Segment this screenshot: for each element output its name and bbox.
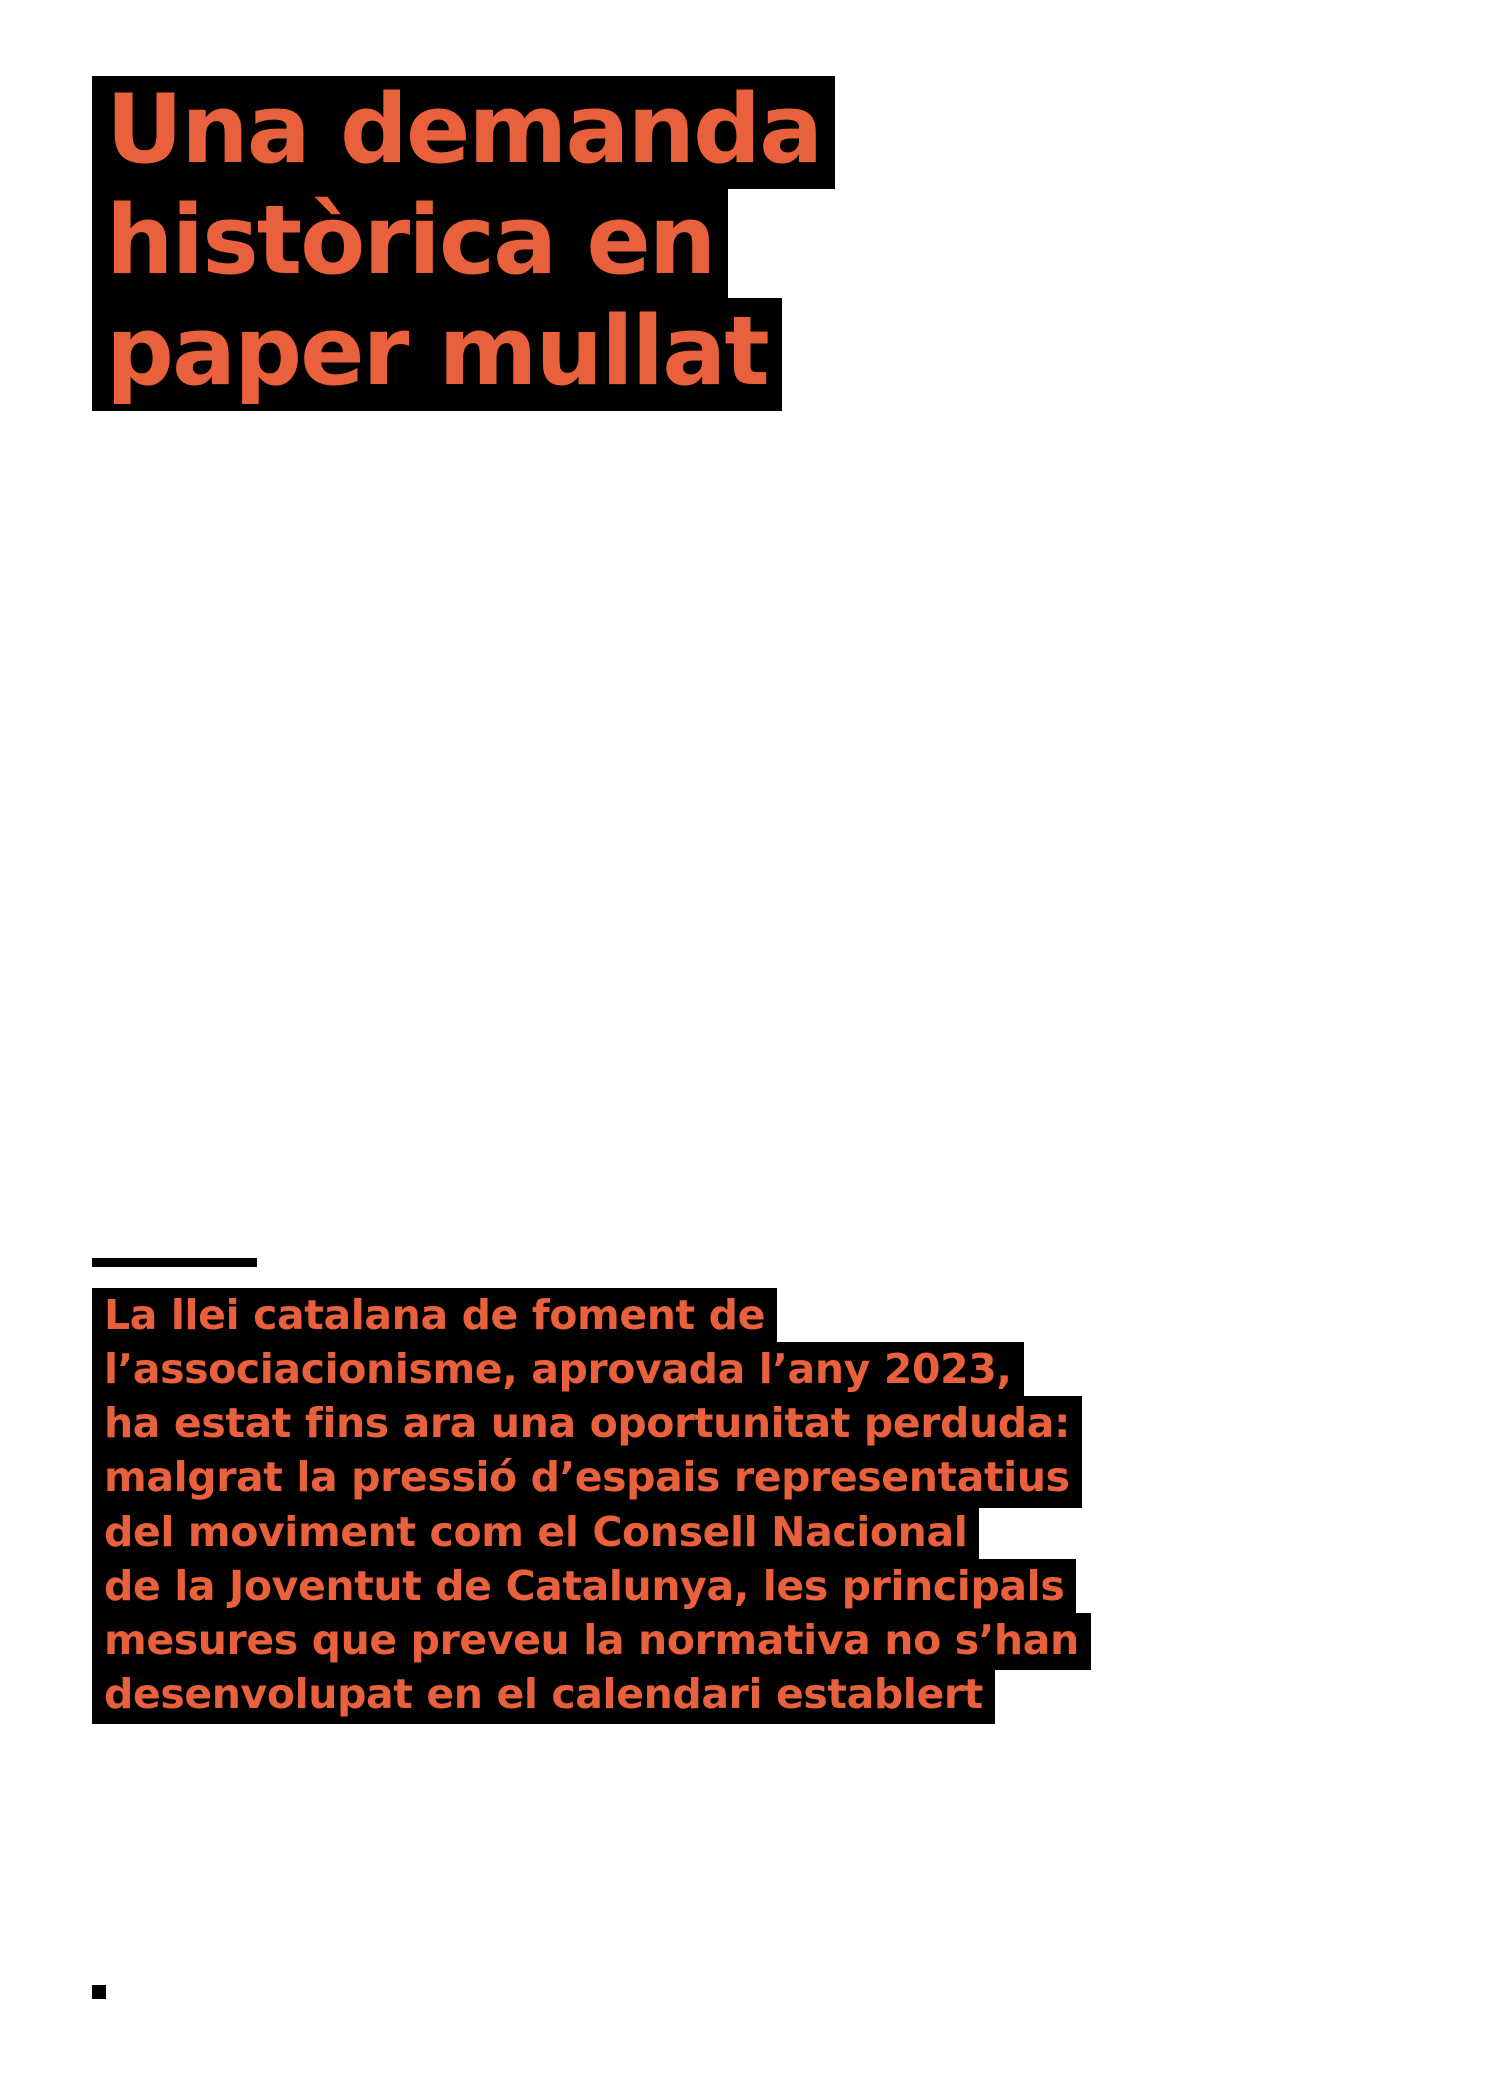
standfirst-line-1: La llei catalana de foment de	[92, 1288, 777, 1345]
standfirst-line-6: de la Joventut de Catalunya, les principals	[92, 1559, 1076, 1616]
square-mark	[92, 1985, 106, 1999]
horizontal-rule	[92, 1258, 257, 1267]
standfirst-line-2: l’associacionisme, aprovada l’any 2023,	[92, 1342, 1024, 1399]
standfirst-line-8: desenvolupat en el calendari establert	[92, 1667, 995, 1724]
article-standfirst	[92, 1288, 1382, 1721]
standfirst-line-3: ha estat fins ara una oportunitat perduda:	[92, 1396, 1082, 1453]
article-headline	[92, 76, 1092, 409]
standfirst-line-4: malgrat la pressió d’espais representatius	[92, 1450, 1082, 1507]
headline-line-2: històrica en	[92, 187, 728, 300]
headline-line-1: Una demanda	[92, 76, 835, 189]
headline-line-3: paper mullat	[92, 298, 782, 411]
standfirst-line-5: del moviment com el Consell Nacional	[92, 1505, 979, 1562]
standfirst-line-7: mesures que preveu la normativa no s’han	[92, 1613, 1091, 1670]
